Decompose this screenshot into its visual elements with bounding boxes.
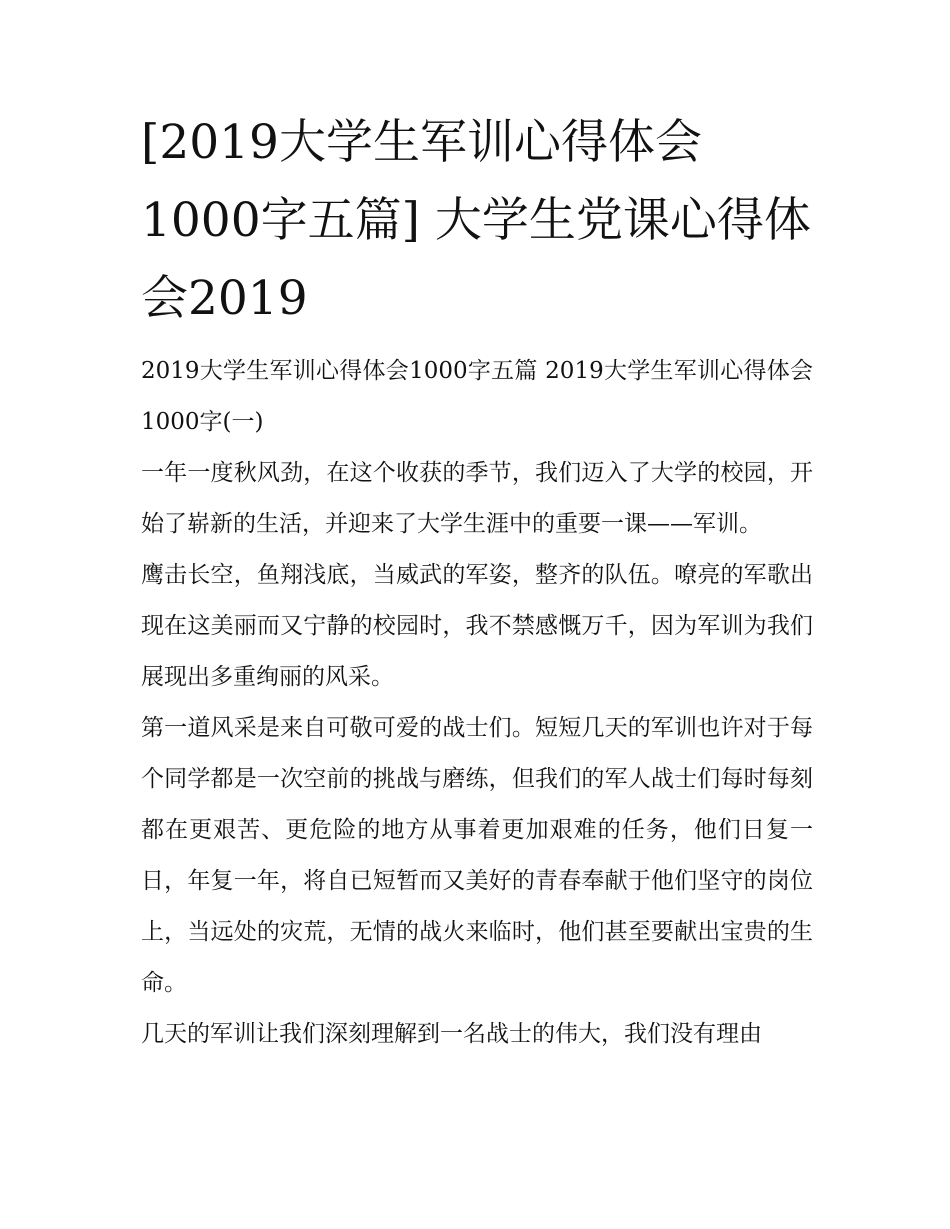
paragraph-3: 鹰击长空，鱼翔浅底，当威武的军姿，整齐的队伍。嘹亮的军歌出现在这美丽而又宁静的校园时，我不禁感慨万千，因为军训为我们展现出多重绚丽的风采。 (141, 562, 813, 690)
paragraph-1: 2019大学生军训心得体会1000字五篇 2019大学生军训心得体会1000字(一) (141, 358, 813, 435)
document-title: [2019大学生军训心得体会1000字五篇] 大学生党课心得体会2019 (141, 115, 811, 326)
paragraph-4: 第一道风采是来自可敬可爱的战士们。短短几天的军训也许对于每个同学都是一次空前的挑战与磨练，但我们的军人战士们每时每刻都在更艰苦、更危险的地方从事着更加艰难的任务，他们日复一日，年复一年，将自已短暂而又美好的青春奉献于他们坚守的岗位上，当远处的灾荒，无情的战火来临时，他们甚至要献出宝贵的生命。 (141, 715, 813, 996)
document-page (141, 104, 813, 1060)
paragraph-2: 一年一度秋风劲，在这个收获的季节，我们迈入了大学的校园，开始了崭新的生活，并迎来了大学生涯中的重要一课——军训。 (141, 460, 813, 537)
paragraph-5: 几天的军训让我们深刻理解到一名战士的伟大，我们没有理由 (141, 1021, 762, 1047)
